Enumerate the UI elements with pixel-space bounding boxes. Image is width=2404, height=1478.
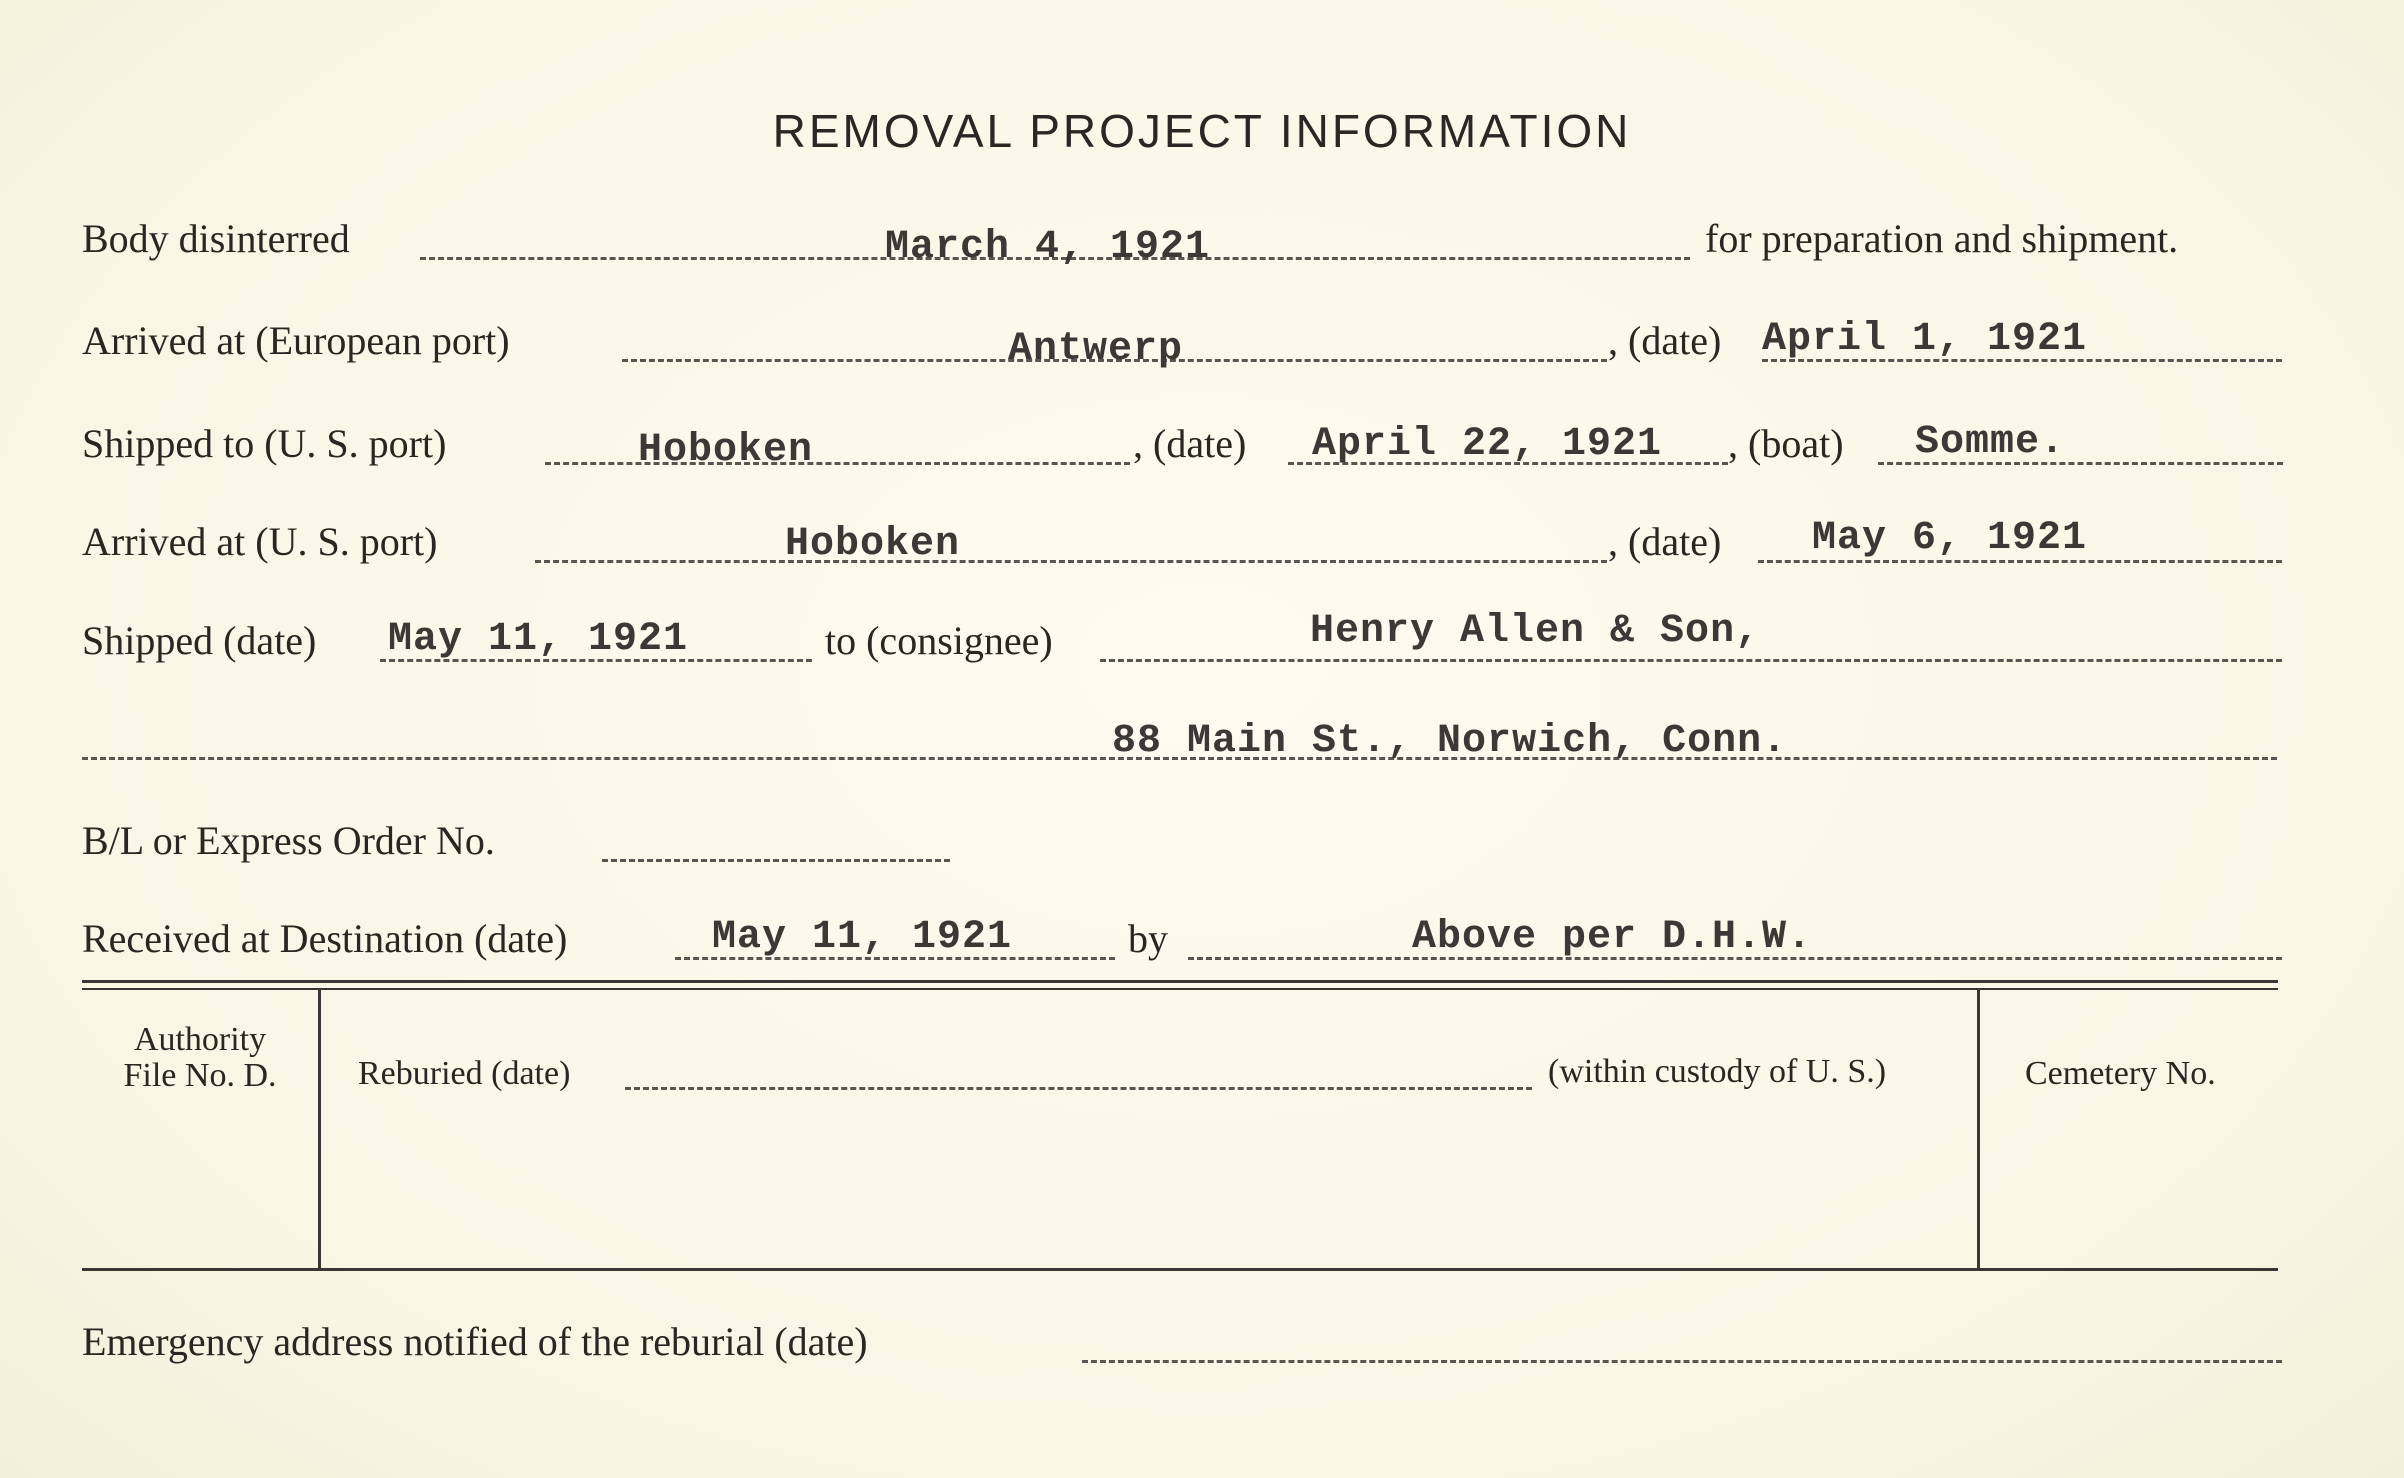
- received-label: Received at Destination (date): [82, 916, 568, 961]
- bl-line: [602, 859, 950, 862]
- emergency-line: [1082, 1360, 2282, 1363]
- us-port-value: Hoboken: [638, 428, 814, 473]
- row-shipped-us: [0, 420, 2404, 490]
- shipped-date-label: Shipped (date): [82, 618, 317, 663]
- row-received: [0, 915, 2404, 985]
- authority-label: Authority: [133, 1021, 267, 1058]
- arrived-us-value: Hoboken: [785, 522, 961, 567]
- row-emergency: [0, 1318, 2404, 1388]
- european-port-label: Arrived at (European port): [82, 318, 510, 363]
- authority-cell: [82, 1022, 318, 1094]
- table-top-rule-double: [82, 988, 2278, 990]
- european-date-label: , (date): [1608, 318, 1722, 363]
- by-value: Above per D.H.W.: [1412, 915, 1813, 960]
- european-date-value: April 1, 1921: [1762, 317, 2088, 362]
- disinterred-value: March 4, 1921: [885, 225, 1211, 270]
- us-date-label: , (date): [1133, 421, 1247, 466]
- us-date-value: April 22, 1921: [1312, 422, 1663, 467]
- received-value: May 11, 1921: [712, 915, 1013, 960]
- reburied-line: [625, 1087, 1532, 1090]
- row-address: [0, 717, 2404, 787]
- bl-label: B/L or Express Order No.: [82, 818, 495, 863]
- table-divider-right: [1977, 990, 1980, 1268]
- disinterred-label: Body disinterred: [82, 216, 350, 261]
- row-disinterred: [0, 215, 2404, 285]
- us-port-line: [545, 462, 1130, 465]
- consignee-line: [1100, 659, 2282, 662]
- row-arrived-us: [0, 518, 2404, 588]
- shipped-date-value: May 11, 1921: [388, 617, 689, 662]
- boat-label: , (boat): [1728, 421, 1844, 466]
- custody-label: (within custody of U. S.): [1548, 1053, 1887, 1090]
- disinterred-suffix: for preparation and shipment.: [1705, 216, 2179, 261]
- reburied-label: Reburied (date): [358, 1055, 571, 1092]
- arrived-us-line: [535, 560, 1607, 563]
- table-top-rule: [82, 980, 2278, 983]
- row-arrived-european: [0, 317, 2404, 387]
- table-divider-left: [318, 990, 321, 1268]
- arrived-us-date-value: May 6, 1921: [1812, 516, 2088, 561]
- boat-value: Somme.: [1915, 420, 2066, 465]
- us-port-label: Shipped to (U. S. port): [82, 421, 447, 466]
- card-title: REMOVAL PROJECT INFORMATION: [772, 105, 1632, 157]
- row-shipped-date: [0, 609, 2404, 687]
- consignee-value: Henry Allen & Son,: [1310, 609, 1761, 654]
- row-bl: [0, 817, 2404, 887]
- emergency-label: Emergency address notified of the reburial (date): [82, 1319, 868, 1364]
- table-bottom-rule: [82, 1268, 2278, 1271]
- by-label: by: [1128, 916, 1168, 961]
- arrived-us-label: Arrived at (U. S. port): [82, 519, 438, 564]
- file-no-label: File No. D.: [123, 1057, 277, 1094]
- european-port-value: Antwerp: [1008, 327, 1184, 372]
- consignee-label: to (consignee): [825, 618, 1053, 663]
- arrived-us-date-label: , (date): [1608, 519, 1722, 564]
- address-value: 88 Main St., Norwich, Conn.: [1112, 719, 1788, 764]
- cemetery-label: Cemetery No.: [2025, 1055, 2216, 1092]
